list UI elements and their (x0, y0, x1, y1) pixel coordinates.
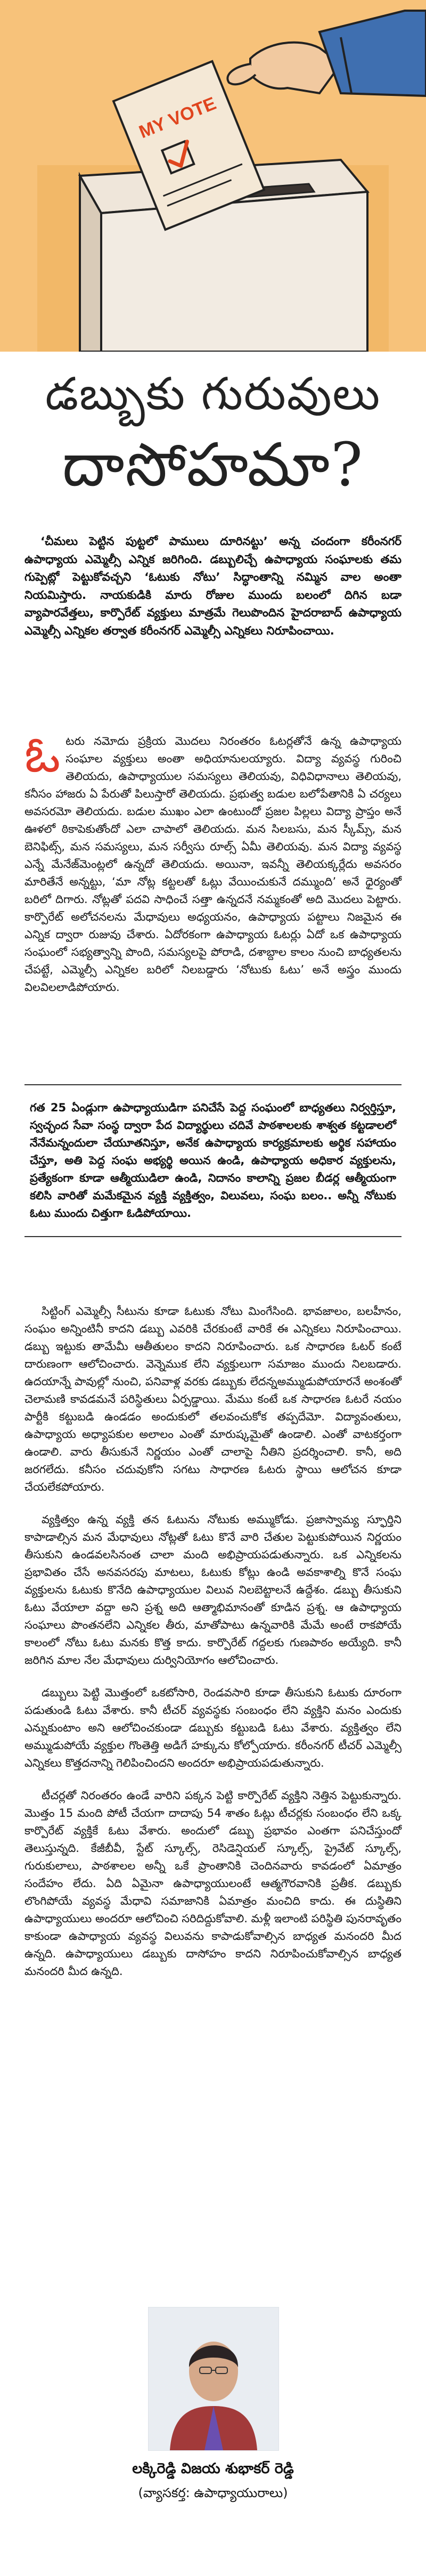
body-paragraph: సిట్టింగ్ ఎమ్మెల్సీ సీటును కూడా ఓటుకు నోటు మింగేసింది. భావజాలం, బలహీనం, సంఘం అన్నింటినీ కాదని డబ్బు ఎవరికి చేరకుంటే వారికే ఈ ఎన్నికలు నిరూపించాయి. డబ్బు ఇట్టుకు తామేమీ ఆతీతులం కాదని నిరూపించారు. ఒక సాధారణ ఓటర్ కంటే దారుణంగా ఆలోచించారు. వెన్నెముక లేని వ్యక్తులుగా సమాజం ముందు నిలబడారు. ఉదయాన్నే పావుల్లో నుంచి, పనివాళ్ల వరకు డబ్బుకు లేదన్నఅమ్ముడుపోయారనే అంశంతో చెలామణి కావడమనే పరిస్థితులు ఏర్పడ్డాయి. మేము కంటే ఒక సాధారణ ఓటరే నయం పార్టీకి కట్టుబడి ఉండడం అందుకులో తలవంచుకోక తప్పదేమో. విద్యావంతులు, ఉపాధ్యాయ అధ్యాపకుల అలాలం ఎంతో మారుష్కమైతో ఉండాలి. ఎంతో వాటకర్తంగా ఉండాలి. వారు తీసుకునే నిర్ణయం ఎంతో చాలాపై నీతిని ప్రదర్శించాలి. కానీ, అది జరగలేదు. కనీసం చదువుకోని సగటు సాధారణ ఓటరు స్థాయి ఆలోచన కూడా చేయలేకపోయారు. (24, 1305, 402, 1493)
article-section-2 (24, 1303, 402, 1995)
drop-cap: ఓ (24, 726, 61, 783)
paragraph-text: టరు నమోదు ప్రక్రియ మొదలు నిరంతరం ఓటర్లతోనే ఉన్న ఉపాధ్యాయ సంఘాల వ్యక్తులు అంతా అధియానులయ్యారు. విద్యా వ్యవస్థ గురించి తెలియదు, ఉపాధ్యాయుల సమస్యలు తెలియవు, విధివిధానాలు తెలియవు, కనీసం హాజరు ఏ పేరుతో పిలుస్తారో తెలియదు. ప్రభుత్వ బడుల బలోపేతానికి ఏ చర్యలు అవసరమో తెలియదు. బడుల ముఖం ఎలా ఉంటుందో ప్రజల పిల్లలు విద్యా ప్రాప్తం అనే ఊళలో ఠికాపెకుతోందో ఎలా చాపాలో తెలియదు. మన సిలబసు, మన స్కీమ్స్, మన బెనిఫిట్స్, మన సమస్యలు, మన సర్వీసు రూల్స్ ఏమీ తెలియవు. మన విద్యా వ్యవస్థ ఎన్నే మేనేజ్‌మెంట్లలో ఉన్నదో తెలియదు. అయినా, ఇవన్నీ తెలియక్కర్లేదు అవసరం మారితేనే అన్నట్టు, ‘మా నోట్ల కట్టలతో ఓట్లు వేయించుకునే దమ్ముంది’ అనే ధైర్యంతో బరిలో దిగారు. నోట్లతో పదవి సాధించే సత్తా ఉన్నదనే నమ్మకంతో అది మొదలు పెట్టారు. కార్పొరేట్ అలోచనలను మేధావులు అధ్యయనం, ఉపాధ్యాయ పట్టాలు నిజమైన ఈ ఎన్నిక ద్వారా రుజువు చేశారు. ఏదోరకంగా ఉపాధ్యాయ ఓటర్లు ఏదో ఒక ఉపాధ్యాయ సంఘంలో సభ్యత్వాన్ని పొంది, సమస్యలపై పోరాడి, దశాబ్దాల కాలం నుంచి బాధ్యతలను చేపట్టే, ఎమ్మెల్సీ ఎన్నికల బరిలో నిలబడ్డారు ‘నోటుకు ఓటు’ అనే అస్త్రం ముందు విలవిలలాడిపోయారు. (24, 735, 402, 994)
author-name: లక్కిరెడ్డి విజయ శుభాకర్ రెడ్డి (132, 2460, 294, 2477)
headline-line-1: డబ్బుకు గురువులు (45, 368, 381, 420)
ballot-box-hand-icon (0, 0, 426, 352)
vote-illustration (0, 0, 426, 352)
body-paragraph (24, 726, 402, 996)
author-photo (148, 2307, 279, 2451)
author-portrait-icon (149, 2307, 278, 2450)
sign-text: MY VOTE (136, 93, 219, 143)
body-paragraph: టీచర్లతో నిరంతరం ఉండే వారిని పక్కన పెట్టి కార్పొరేట్ వ్యక్తిని నెత్తిన పెట్టుకున్నారు. మొత్తం 15 మంది పోటీ చేయగా దాదాపు 54 శాతం ఓట్లు టీచర్లకు సంబంధం లేని ఒక్క కార్పొరేట్ వ్యక్తికే ఓటు వేశారు. అందులో డబ్బు ప్రభావం ఎంతగా పనిచేస్తుందో తెలుస్తున్నది. కేజీబీవీ, స్టేట్ స్కూల్స్, రెసిడెన్షియల్ స్కూల్స్, ప్రైవేట్ స్కూల్స్, గురుకులాలు, పాఠశాలల అన్నీ ఒకే ప్రాంతానికి చెందినవారు కావడంలో ఏమాత్రం సందేహం లేదు. ఏది ఏమైనా ఉపాధ్యాయులంటే ఆత్మగౌరవానికి ప్రతీక. డబ్బుకు లొంగిపోయే వ్యవస్థ మేధావి సమాజానికి ఏమాత్రం మంచిది కాదు. ఈ దుస్థితిని ఉపాధ్యాయులు అందరూ ఆలోచించి సరిదిద్దుకోవాలి. మళ్లీ ఇలాంటి పరిస్థితి పునరావృతం కాకుండా ఉపాధ్యాయ వ్యవస్థ విలువను కాపాడుకోవాల్సిన బాధ్యత మనందరి మీద ఉన్నది. ఉపాధ్యాయులు డబ్బుకు దాసోహం కాదని నిరూపించుకోవాల్సిన బాధ్యత మనందరి మీద ఉన్నది. (24, 1789, 402, 1978)
article-section-1 (24, 726, 402, 1011)
author-role: (వ్యాసకర్త: ఉపాధ్యాయురాలు) (138, 2485, 288, 2500)
body-paragraph: డబ్బులు పెట్టి మొత్తంలో ఒకటోసారి, రెండవసారి కూడా తీసుకుని ఓటుకు దూరంగా పడుతుండి ఓటు వేశారు. కానీ టీచర్ వ్యవస్థకు సంబంధం లేని వ్యక్తిని మనం ఎందుకు ఎన్నుకుంటాం అని ఆలోచించకుండా డబ్బుకు కట్టుబడి ఓటు వేశారు. వ్యక్తిత్వం లేని అమ్ముడుపోయే వ్యక్తుల గొంతెత్తి అడిగే హక్కును కోల్పోయారు. కరీంనగర్ టీచర్ ఎమ్మెల్సీ ఎన్నికలు కొత్తదనాన్ని గెలిపించిందని అందరూ అభిప్రాయపడుతున్నారు. (24, 1686, 402, 1769)
body-paragraph: వ్యక్తిత్వం ఉన్న వ్యక్తి తన ఓటును నోటుకు అమ్ముకోడు. ప్రజాస్వామ్య స్ఫూర్తిని కాపాడాల్సిన మన మేధావులు నోట్లతో ఓటు కొనే వారి చేతుల పెట్టుకుపోయిన నిర్ణయం తీసుకుని ఉండవలసినంత చాలా మంది అభిప్రాయపడుతున్నారు. ఒక ఎన్నికలను ప్రభావితం చేసే అనవసరపు మాటలు, ఓటుకు కోట్లు ఉండి అవకాశాల్ని కొనే సంఘ వ్యక్తులను ఓటుకు కొనేది ఉపాధ్యాయుల విలువ నిలబెట్టాలనే ఉద్దేశం. డబ్బు తీసుకుని ఓటు వేయాలా వద్దా అని ప్రశ్న అది ఆత్మాభిమానంతో కూడిన ప్రశ్న. ఆ ఉపాధ్యాయ సంఘాలు పొంతనలేని ఎన్నికల తీరు, మాతోపాటు ఉన్నవారికి మేమే అంటే రాకపోయే కాలంలో నోటు ఓటు మనకు కొత్త కాదు. కార్పొరేట్ గద్దలకు గుణపాఠం అయ్యేది. కానీ జరిగిన మాల నేల మేధావులు దుర్వినియోగం ఆలోచించారు. (24, 1513, 402, 1667)
article-intro: ‘చీమలు పెట్టిన పుట్టలో పాములు దూరినట్టు’ అన్న చందంగా కరీంనగర్ ఉపాధ్యాయ ఎమ్మెల్సీ ఎన్నిక జరిగింది. డబ్బులిచ్చే ఉపాధ్యాయ సంఘాలకు తమ గుప్పెట్లో పెట్టుకోవచ్చని ‘ఓటుకు నోటు’ సిద్ధాంతాన్ని నమ్మిన వాల అంతా నియమిస్తారు. నాయకుడికి మారు రోజుల ముందు బలంలో దిగిన బడా వ్యాపారవేత్తలు, కార్పొరేట్ వ్యక్తులు మాత్రమే గెలుపొందిన హైదరాబాద్ ఉపాధ్యాయ ఎమ్మెల్సీ ఎన్నికల తర్వాత కరీంనగర్ ఎమ్మెల్సీ ఎన్నికలు నిరూపించాయి. (24, 535, 402, 638)
headline-line-2: దాసోహమా? (62, 430, 364, 500)
pull-quote: గత 25 ఏండ్లుగా ఉపాధ్యాయుడిగా పనిచేసే పెద్ద సంఘంలో బాధ్యతలు నిర్వర్తిస్తూ, స్వచ్ఛంద సేవా సంస్థ ద్వారా పేద విద్యార్థులు చదివే పాఠశాలలకు శాశ్వత కట్టడాలలో నేనేమన్నందులా చేయూతనిస్తూ, అనేక ఉపాధ్యాయ కార్యక్రమాలకు అర్థిక సహాయం చేస్తూ, అతి పెద్ద సంఘ అభ్యర్థి అయిన ఉండి, ఉపాధ్యాయ అధికార వ్యక్తులను, ప్రత్యేకంగా కూడా ఆత్మీయుడిలా ఉండి, నిదానం కాలాన్ని ప్రజల బీడర్ల ఆత్మీయంగా కలిసి వారితో మమేకమైన వ్యక్తి వ్యక్తిత్వం, విలువలు, సంఘ బలం.. అన్నీ నోటుకు ఓటు ముందు చిత్తుగా ఓడిపోయాయి. (24, 1084, 402, 1237)
